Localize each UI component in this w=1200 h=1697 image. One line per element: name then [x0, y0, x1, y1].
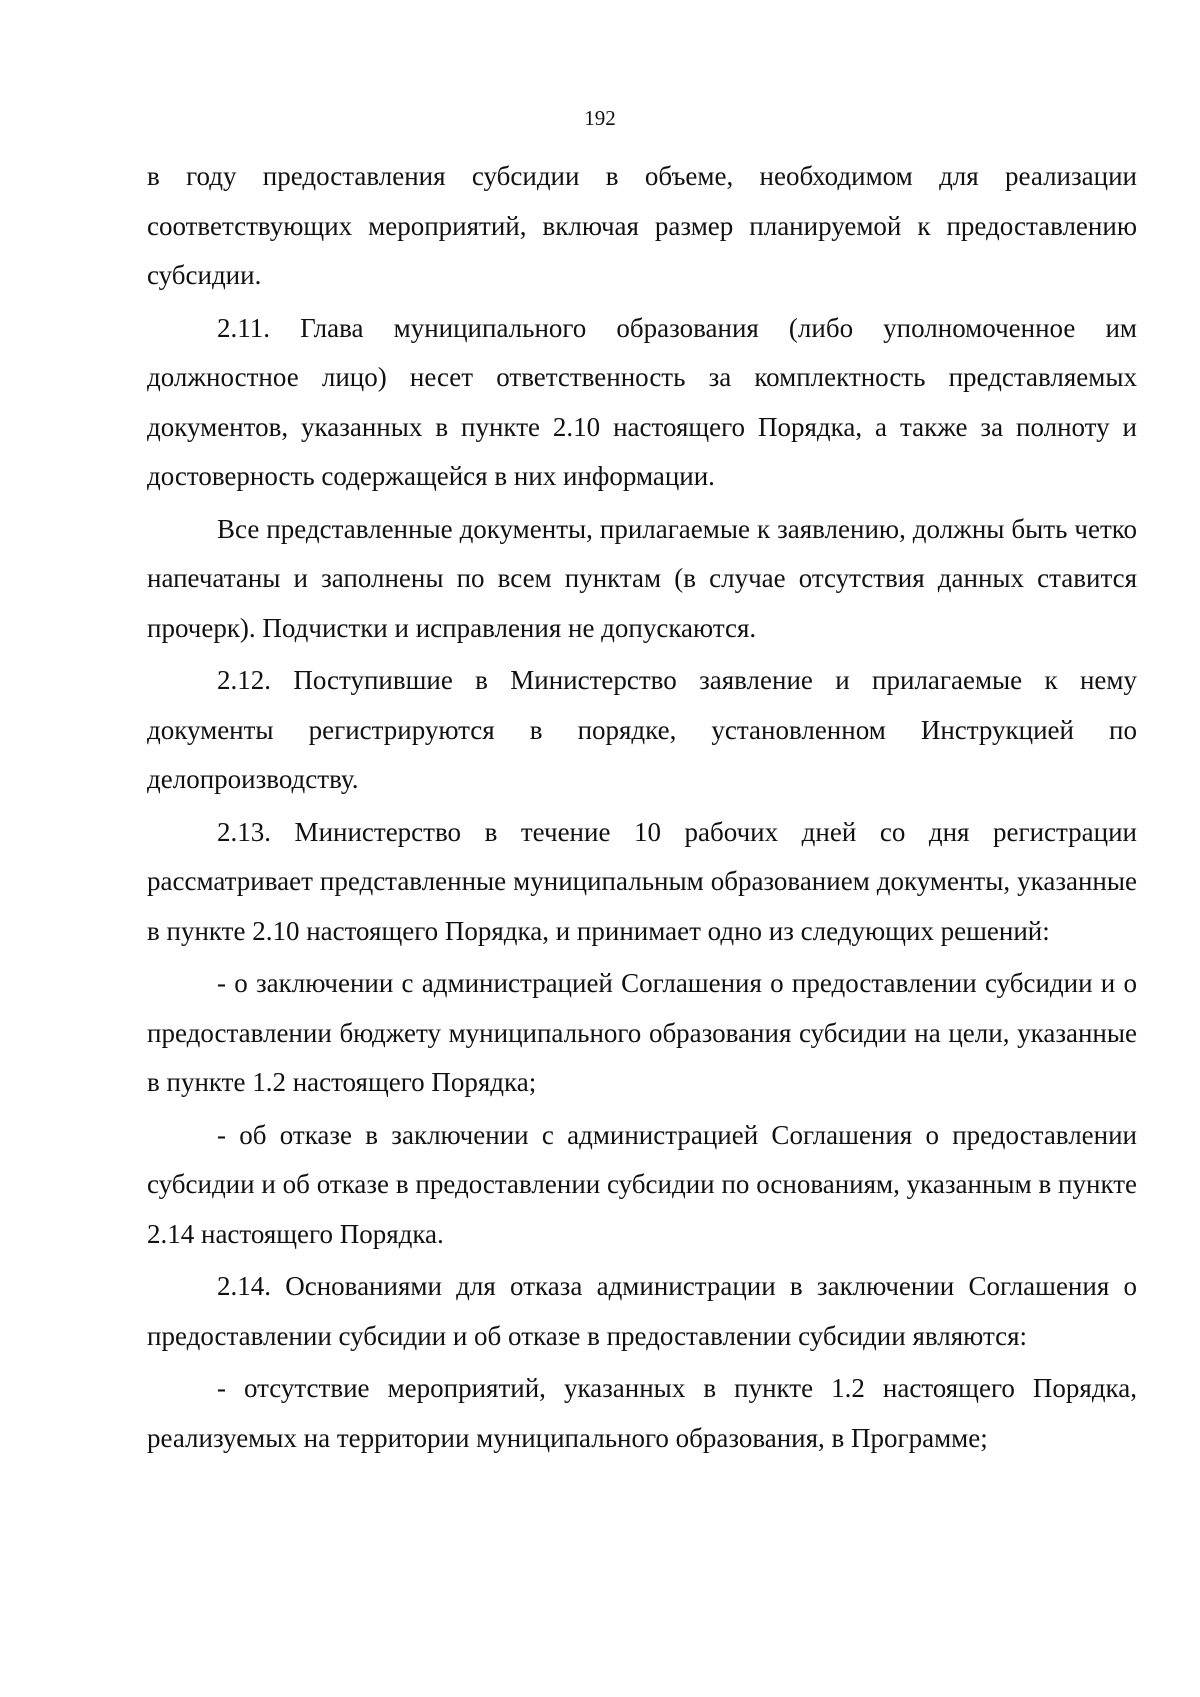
paragraph-2-12: 2.12. Поступившие в Министерство заявление и прилагаемые к нему документы регистрируются в порядке, установленном Инструкцией по делопроизводству. [147, 665, 1137, 794]
list-item-refusal-ground: - отсутствие мероприятий, указанных в пункте 1.2 настоящего Порядка, реализуемых на территории муниципального образования, в Программе; [147, 1373, 1137, 1453]
list-item-decision-approve: - о заключении с администрацией Соглашения о предоставлении субсидии и о предоставлении бюджету муниципального образования субсидии на цели, указанные в пункте 1.2 настоящего Порядка; [147, 968, 1137, 1097]
list-item-decision-refuse: - об отказе в заключении с администрацией Соглашения о предоставлении субсидии и об отказе в предоставлении субсидии по основаниям, указанным в пункте 2.14 настоящего Порядка. [147, 1119, 1137, 1249]
document-body [147, 152, 1137, 1463]
paragraph-2-11: 2.11. Глава муниципального образования (либо уполномоченное им должностное лицо) несет ответственность за комплектность представляемых документов, указанных в пункте 2.10 настоящего Порядка, а также за полноту и достоверность содержащейся в них информации. [147, 312, 1137, 491]
paragraph-2-13: 2.13. Министерство в течение 10 рабочих дней со дня регистрации рассматривает представленные муниципальным образованием документы, указанные в пункте 2.10 настоящего Порядка, и принимает одно из следующих решений: [147, 816, 1137, 946]
paragraph-continuation: в году предоставления субсидии в объеме, необходимом для реализации соответствующих мероприятий, включая размер планируемой к предоставлению субсидии. [147, 161, 1137, 290]
paragraph-2-14: 2.14. Основаниями для отказа администрации в заключении Соглашения о предоставлении субсидии и об отказе в предоставлении субсидии являются: [147, 1271, 1137, 1351]
page-number: 192 [584, 106, 616, 130]
paragraph-documents-requirements: Все представленные документы, прилагаемые к заявлению, должны быть четко напечатаны и заполнены по всем пунктам (в случае отсутствия данных ставится прочерк). Подчистки и исправления не допускаются. [147, 513, 1137, 643]
